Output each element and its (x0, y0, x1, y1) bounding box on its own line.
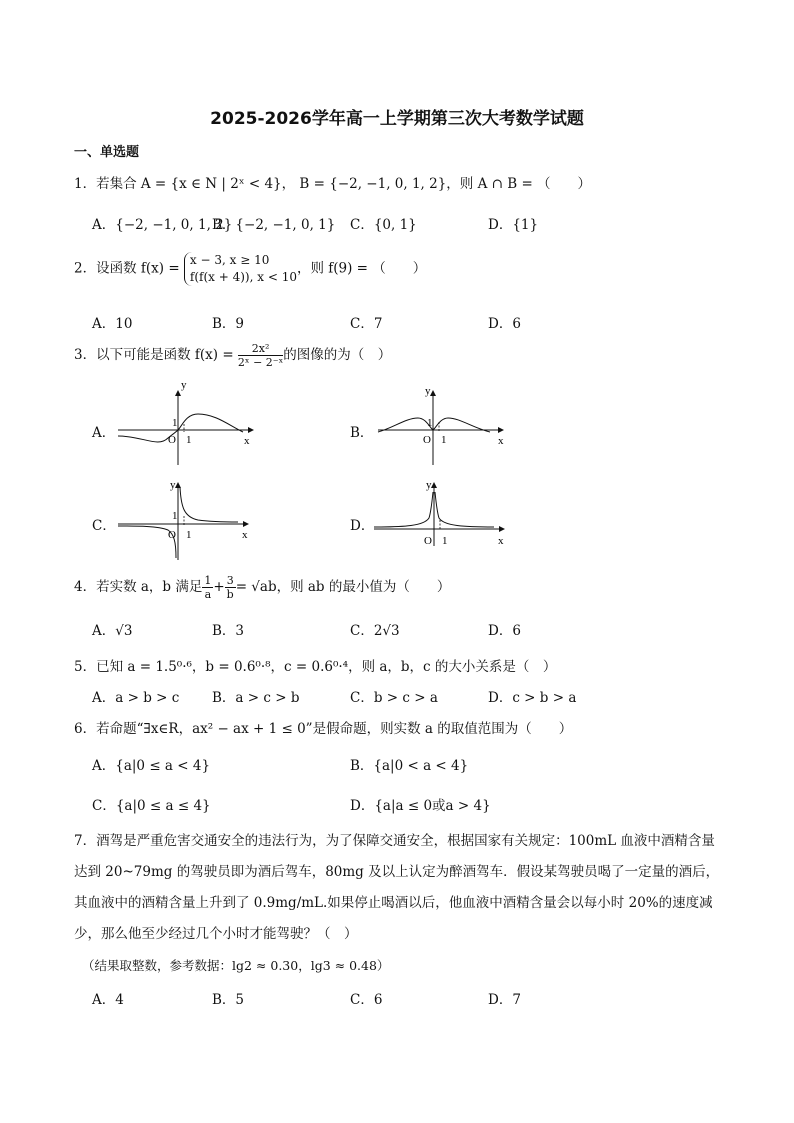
q4-option-b: B．3 (212, 623, 245, 639)
q5-option-a: A．a > b > c (92, 690, 180, 706)
q4-suffix: = √ab，则 ab 的最小值为（ ） (235, 579, 451, 596)
q7-option-b: B．5 (212, 992, 245, 1008)
graph-a (118, 379, 258, 470)
graph-d-y-label: y (426, 479, 432, 491)
q3-numerator: 2x² (238, 342, 283, 356)
q3-label-c: C． (92, 518, 116, 534)
question-4: 4．若实数 a，b 满足 $\frac{1}{a}$ + $\frac{3}{b}$ = √ab，则 ab 的最小值为（ ） (74, 574, 451, 602)
q4-prefix: 4．若实数 a，b 满足 (74, 579, 203, 596)
q4-f1-den: a (204, 588, 212, 602)
q3-prefix: 3．以下可能是函数 f(x) = (74, 347, 238, 364)
q2-case-1: x − 3, x ≥ 10 (189, 253, 270, 267)
q5-option-c: C．b > c > a (350, 690, 438, 706)
q4-option-d: D．6 (488, 623, 521, 639)
q5-option-d: D．c > b > a (488, 690, 577, 706)
q2-option-d: D．6 (488, 316, 521, 332)
graph-c-tick-x: 1 (186, 529, 192, 541)
q3-label-a: A． (92, 425, 116, 441)
graph-d (374, 479, 514, 562)
q2-option-b: B．9 (212, 316, 245, 332)
question-2 (74, 252, 426, 286)
q4-option-c: C．2√3 (350, 623, 400, 639)
q4-fraction-2 (225, 574, 236, 601)
q6-option-b: B．{a|0 < a < 4} (350, 758, 469, 774)
q1-option-c: C．{0, 1} (350, 217, 417, 233)
graph-d-tick-x: 1 (442, 535, 448, 547)
graph-d-origin: O (424, 535, 432, 547)
graph-a-y-label: y (181, 379, 187, 391)
graph-c-origin: O (168, 529, 176, 541)
q4-option-a: A．√3 (92, 623, 133, 639)
q6-option-a: A．{a|0 ≤ a < 4} (92, 758, 211, 774)
q7-option-a: A．4 (92, 992, 124, 1008)
q1-option-a: A．{−2, −1, 0, 1, 2} (92, 217, 233, 233)
section-heading: 一、单选题 (74, 145, 140, 160)
q2-prefix: 2．设函数 f(x) = (74, 260, 184, 277)
q4-fraction-1 (202, 574, 213, 601)
question-6: 6．若命题“∃x∈R，ax² − ax + 1 ≤ 0”是假命题，则实数 a 的取值范围为（ ） (74, 721, 573, 737)
graph-a-x-label: x (244, 435, 250, 447)
graph-c-x-label: x (242, 529, 248, 541)
page-title: 2025-2026学年高一上学期第三次大考数学试题 (210, 109, 584, 129)
graph-c-y-label: y (170, 479, 176, 491)
q2-option-a: A．10 (92, 316, 133, 332)
q4-f2-den: b (226, 588, 234, 602)
graph-b-y-label: y (425, 385, 431, 397)
graph-a-tick-x: 1 (186, 434, 192, 446)
q2-suffix: ，则 f(9) = （ ） (296, 260, 427, 277)
graph-b-origin: O (423, 434, 431, 446)
q2-case-2: f(f(x + 4)), x < 10 (189, 270, 297, 284)
q7-note: （结果取整数，参考数据：lg2 ≈ 0.30，lg3 ≈ 0.48） (82, 958, 390, 973)
graph-d-x-label: x (498, 535, 504, 547)
question-3 (74, 342, 391, 369)
graph-b (378, 385, 508, 470)
q2-option-c: C．7 (350, 316, 383, 332)
question-7: 7．酒驾是严重危害交通安全的违法行为，为了保障交通安全，根据国家有关规定：100mL 血液中酒精含量达到 20~79mg 的驾驶员即为酒后驾车，80mg 及以上认定为醉酒驾车．假设某驾驶员喝了一定量的酒后，其血液中的酒精含量上升到了 0.9mg/mL.如果停止喝酒以后，他血液中酒精含量会以每小时 20%的速度减少，那么他至少经过几个小时才能驾驶？（ ） (74, 833, 720, 942)
question-5: 5．已知 a = 1.5⁰·⁶，b = 0.6⁰·⁸，c = 0.6⁰·⁴，则 a，b，c 的大小关系是（ ） (74, 659, 557, 675)
q1-option-d: D．{1} (488, 217, 539, 233)
q6-option-d: D．{a|a ≤ 0或a > 4} (350, 798, 491, 814)
q1-option-b: B．{−2, −1, 0, 1} (212, 217, 336, 233)
graph-a-origin: O (168, 434, 176, 446)
q2-piecewise (184, 252, 297, 286)
q3-label-d: D． (350, 518, 375, 534)
graph-c (118, 479, 258, 562)
q3-denominator: 2ˣ − 2⁻ˣ (237, 356, 284, 370)
graph-b-tick-x: 1 (441, 434, 447, 446)
graph-b-tick-y: 1 (427, 417, 433, 429)
q5-option-b: B．a > c > b (212, 690, 300, 706)
q6-option-c: C．{a|0 ≤ a ≤ 4} (92, 798, 211, 814)
graph-c-tick-y: 1 (172, 510, 178, 522)
question-1: 1．若集合 A = {x ∈ N | 2ˣ < 4}， B = {−2, −1, 0, 1, 2}，则 A ∩ B = （ ） (74, 176, 592, 192)
q3-fraction (238, 342, 283, 369)
q7-option-d: D．7 (488, 992, 521, 1008)
graph-b-x-label: x (498, 435, 504, 447)
q3-suffix: 的图像的为（ ） (283, 347, 392, 364)
q4-f2-num: 3 (226, 574, 234, 587)
graph-a-tick-y: 1 (172, 417, 178, 429)
q4-f1-num: 1 (204, 574, 212, 587)
q3-label-b: B． (350, 425, 374, 441)
q7-option-c: C．6 (350, 992, 383, 1008)
